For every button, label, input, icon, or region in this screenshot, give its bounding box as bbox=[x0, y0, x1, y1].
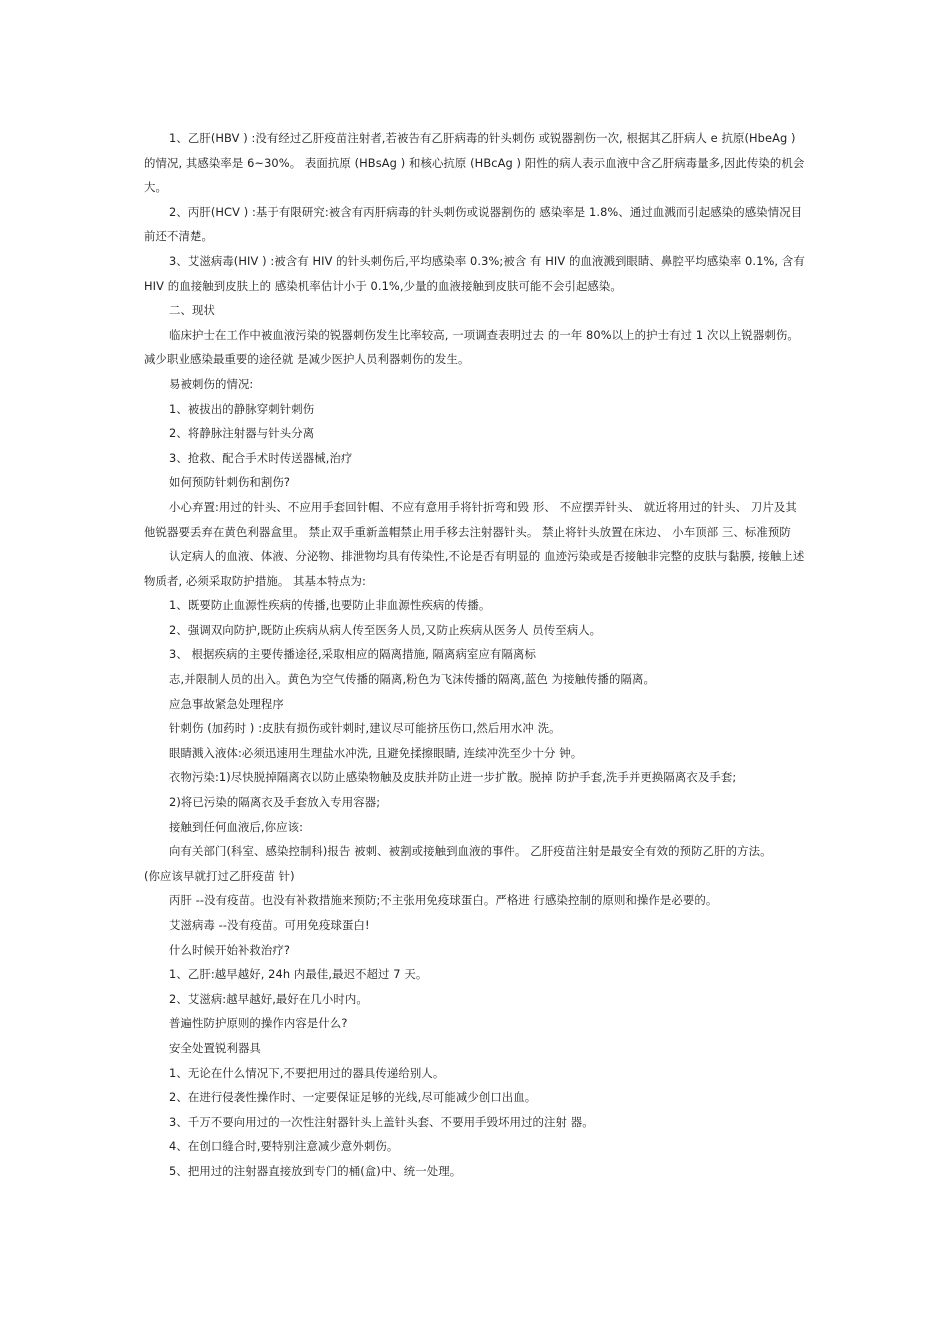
document-page bbox=[144, 126, 808, 1184]
paragraph-32: 1、无论在什么情况下,不要把用过的器具传递给别人。 bbox=[169, 1065, 445, 1080]
paragraph-20: 衣物污染:1)尽快脱掉隔离衣以防止感染物触及皮肤并防止进一步扩散。脱掉 防护手套,洗手并更换隔离衣及手套; bbox=[169, 770, 737, 785]
paragraph-4: 二、现状 bbox=[169, 303, 215, 318]
paragraph-29: 2、艾滋病:越早越好,最好在几小时内。 bbox=[169, 991, 368, 1006]
paragraph-24: (你应该早就打过乙肝疫苗 针) bbox=[144, 868, 295, 883]
paragraph-27: 什么时候开始补救治疗? bbox=[169, 942, 291, 957]
paragraph-7: 1、被拔出的静脉穿刺针刺伤 bbox=[169, 401, 315, 416]
paragraph-30: 普遍性防护原则的操作内容是什么? bbox=[169, 1016, 348, 1031]
paragraph-34: 3、千万不要向用过的一次性注射器针头上盖针头套、不要用手毁坏用过的注射 器。 bbox=[169, 1114, 594, 1129]
paragraph-13: 1、既要防止血源性疾病的传播,也要防止非血源性疾病的传播。 bbox=[169, 598, 491, 613]
paragraph-5: 临床护士在工作中被血液污染的锐器刺伤发生比率较高, 一项调查表明过去 的一年 80%以上的护士有过 1 次以上锐器刺伤。减少职业感染最重要的途径就 是减少医护人员利器刺伤的发生。 bbox=[144, 327, 799, 367]
paragraph-15: 3、 根据疾病的主要传播途径,采取相应的隔离措施, 隔离病室应有隔离标 bbox=[169, 647, 536, 662]
paragraph-18: 针刺伤 (加药时 ) :皮肤有损伤或针刺时,建议尽可能挤压伤口,然后用水冲 洗。 bbox=[169, 721, 561, 736]
paragraph-2: 2、丙肝(HCV ) :基于有限研究:被含有丙肝病毒的针头刺伤或说器割伤的 感染率是 1.8%、通过血溅而引起感染的感染情况目前还不清楚。 bbox=[144, 204, 803, 244]
paragraph-23: 向有关部门(科室、感染控制科)报告 被刺、被割或接触到血液的事件。 乙肝疫苗注射是最安全有效的预防乙肝的方法。 bbox=[169, 844, 772, 859]
paragraph-19: 眼睛溅入液体:必须迅速用生理盐水冲洗, 且避免揉擦眼睛, 连续冲洗至少十分 钟。 bbox=[169, 745, 583, 760]
paragraph-31: 安全处置锐利器具 bbox=[169, 1040, 261, 1055]
paragraph-35: 4、在创口缝合时,要特别注意减少意外刺伤。 bbox=[169, 1139, 399, 1154]
paragraph-10: 如何预防针刺伤和割伤? bbox=[169, 475, 291, 490]
paragraph-9: 3、抢救、配合手术时传送器械,治疗 bbox=[169, 450, 353, 465]
paragraph-26: 艾滋病毒 --没有疫苗。可用免疫球蛋白! bbox=[169, 918, 370, 932]
paragraph-33: 2、在进行侵袭性操作时、一定要保证足够的光线,尽可能减少创口出血。 bbox=[169, 1090, 537, 1105]
paragraph-3: 3、艾滋病毒(HIV ) :被含有 HIV 的针头刺伤后,平均感染率 0.3%;被含 有 HIV 的血液溅到眼睛、鼻腔平均感染率 0.1%, 含有 HIV 的血接触到皮肤上的 感染机率估计小于 0.1%,少量的血液接触到皮肤可能不会引起感染。 bbox=[144, 253, 805, 293]
paragraph-21: 2)将已污染的隔离衣及手套放入专用容器; bbox=[169, 795, 381, 810]
paragraph-28: 1、乙肝:越早越好, 24h 内最佳,最迟不超过 7 天。 bbox=[169, 967, 428, 982]
paragraph-17: 应急事故紧急处理程序 bbox=[169, 696, 284, 711]
paragraph-1: 1、乙肝(HBV ) :没有经过乙肝疫苗注射者,若被告有乙肝病毒的针头刺伤 或锐器割伤一次, 根据其乙肝病人 e 抗原(HbeAg ) 的情况, 其感染率是 6~30%。 表面抗原 (HBsAg ) 和核心抗原 (HBcAg ) 阳性的病人表示血液中含乙肝病毒量多,因此传染的机会大。 bbox=[144, 131, 805, 195]
paragraph-12: 认定病人的血液、体液、分泌物、排泄物均具有传染性,不论是否有明显的 血迹污染或是否接触非完整的皮肤与黏膜, 接触上述物质者, 必须采取防护措施。 其基本特点为: bbox=[144, 549, 805, 588]
paragraph-22: 接触到任何血液后,你应该: bbox=[169, 819, 304, 834]
paragraph-14: 2、强调双向防护,既防止疾病从病人传至医务人员,又防止疾病从医务人 员传至病人。 bbox=[169, 622, 602, 637]
paragraph-25: 丙肝 --没有疫苗。也没有补救措施来预防;不主张用免疫球蛋白。严格进 行感染控制的原则和操作是必要的。 bbox=[169, 893, 718, 908]
paragraph-6: 易被刺伤的情况: bbox=[169, 376, 254, 391]
paragraph-16: 志,并限制人员的出入。黄色为空气传播的隔离,粉色为飞沫传播的隔离,蓝色 为接触传播的隔离。 bbox=[169, 672, 656, 687]
paragraph-11: 小心弃置:用过的针头、不应用手套回针帽、不应有意用手将针折弯和毁 形、 不应摆弄针头、 就近将用过的针头、 刀片及其他锐器要丢弃在黄色利器盒里。 禁止双手重新盖帽禁止用手移去注射器针头。 禁止将针头放置在床边、 小车顶部 三、标准预防 bbox=[144, 499, 797, 539]
paragraph-36: 5、把用过的注射器直接放到专门的桶(盒)中、统一处理。 bbox=[169, 1163, 462, 1178]
paragraph-8: 2、将静脉注射器与针头分离 bbox=[169, 426, 315, 441]
